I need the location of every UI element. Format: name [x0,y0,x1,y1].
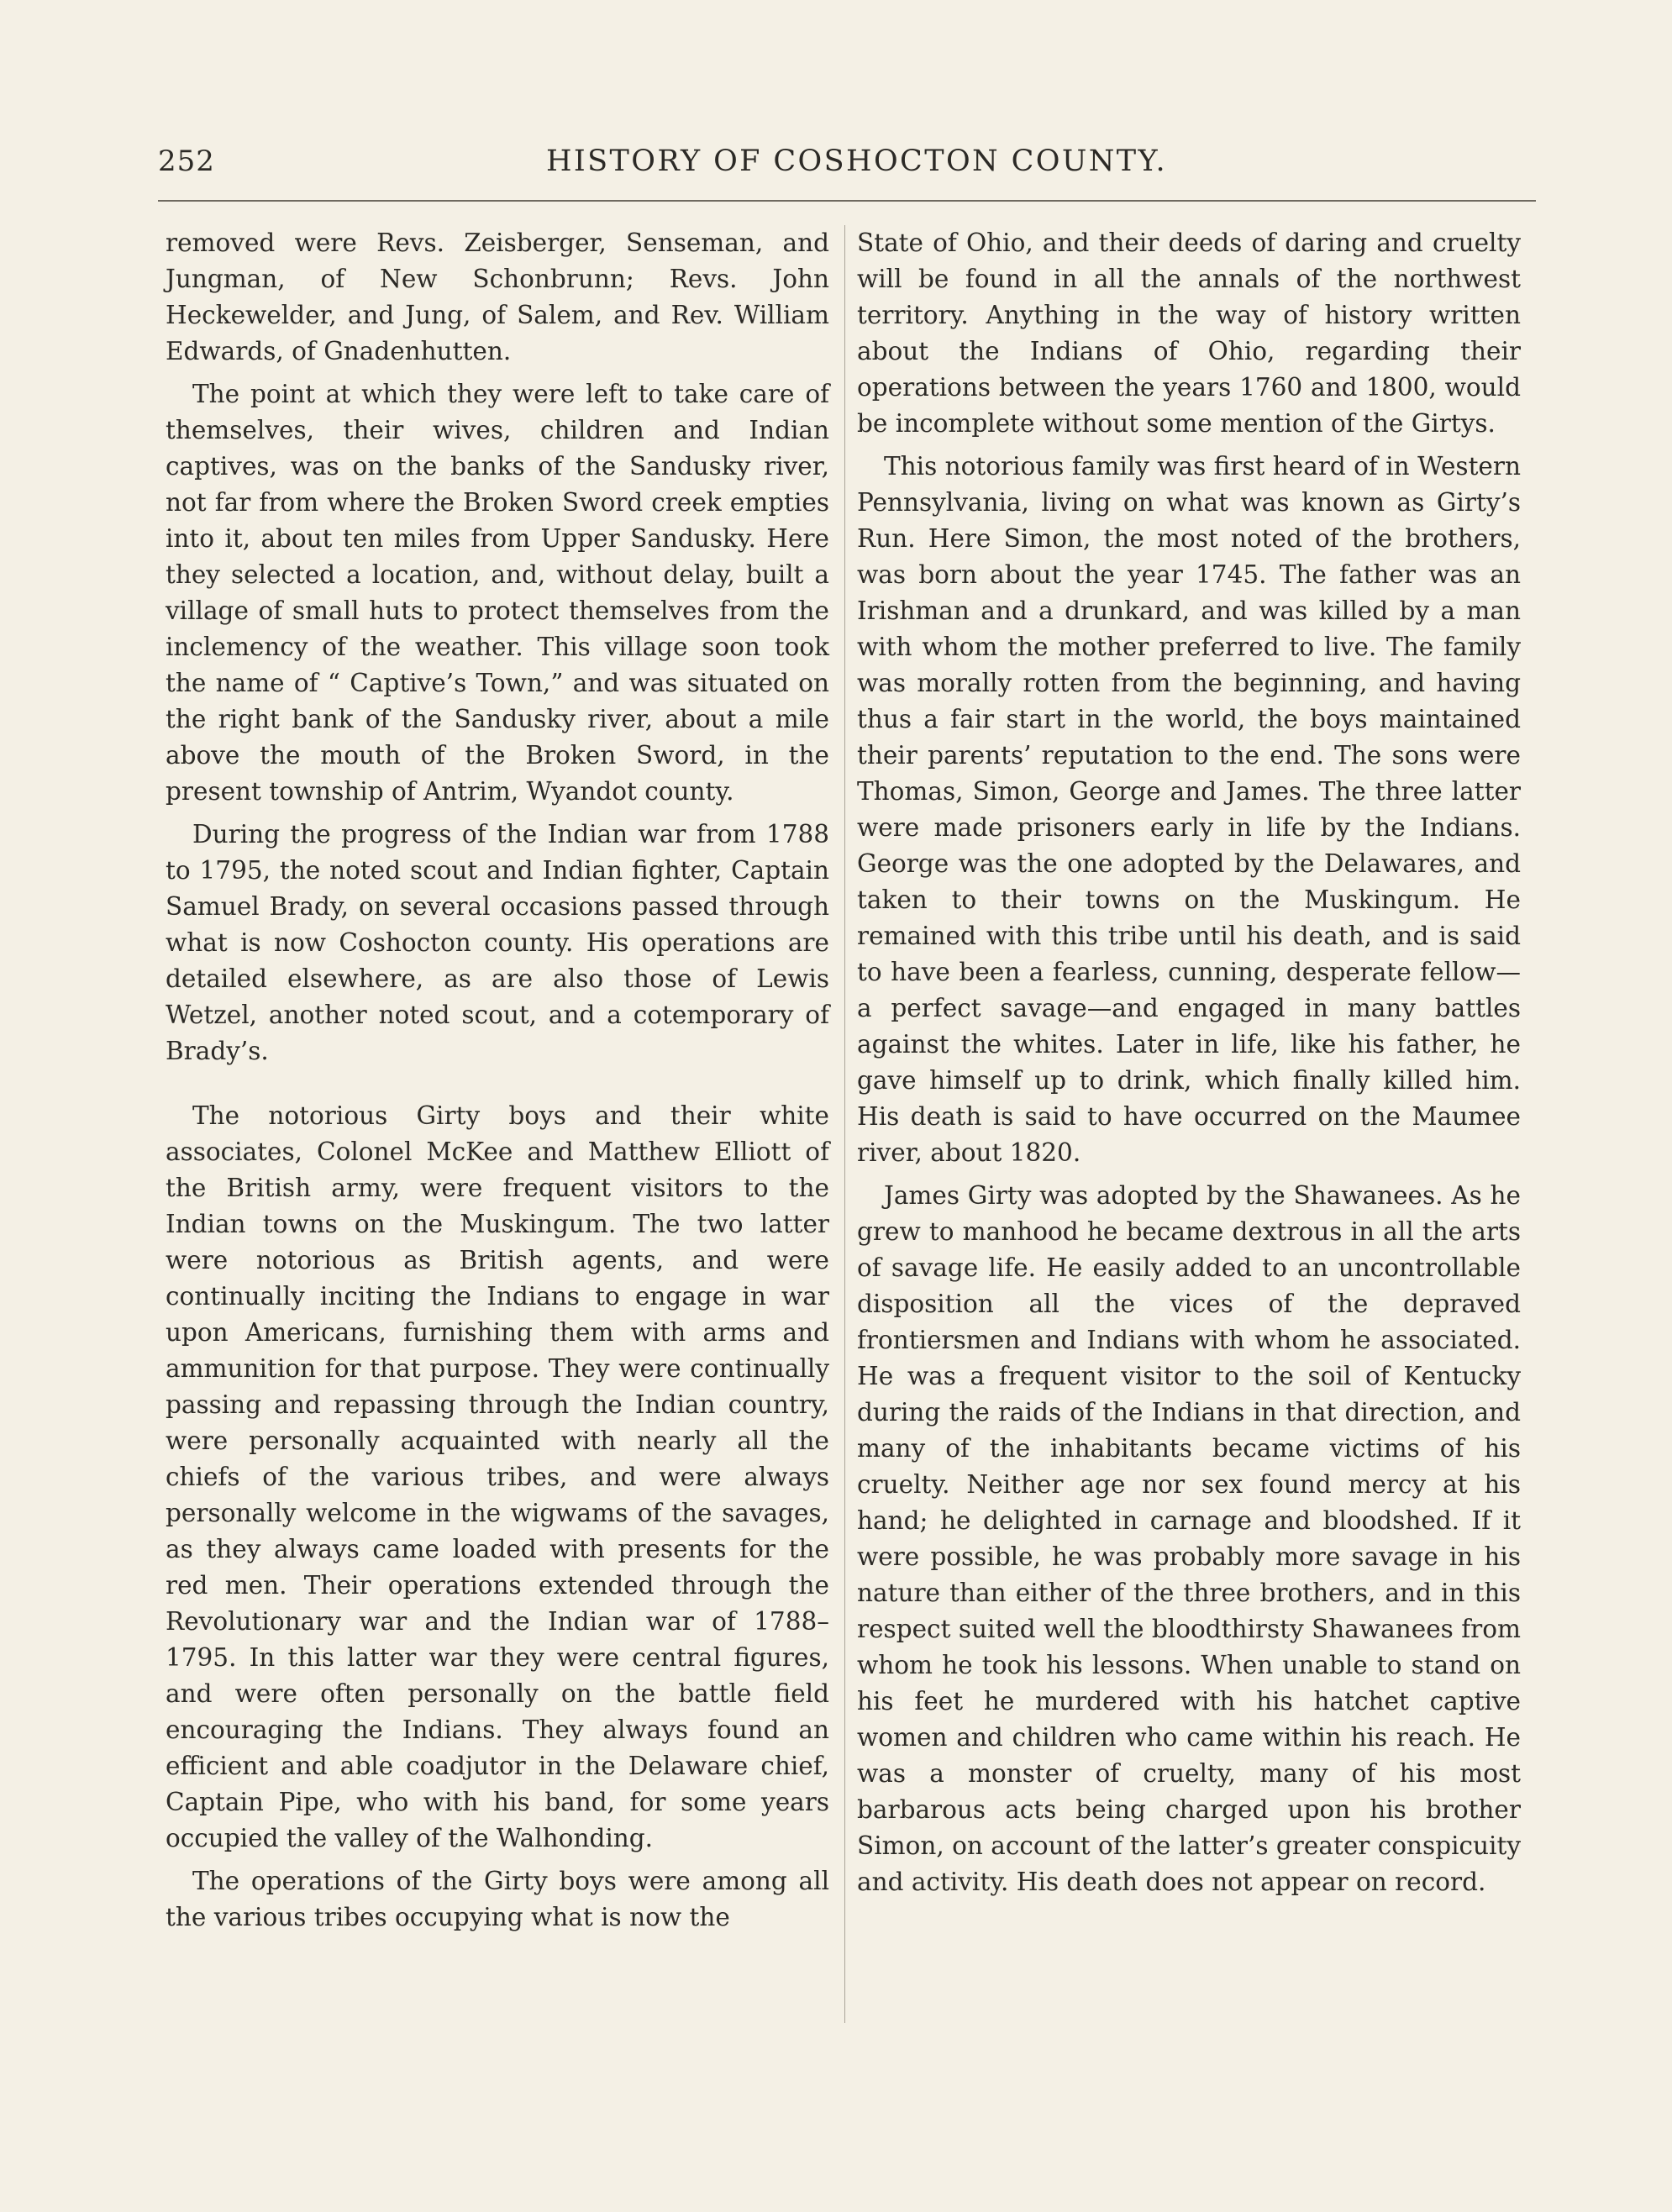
column-divider [844,225,845,2023]
left-paragraph-2: The point at which they were left to take care of themselves, their wives, children and Indian captives, was on the banks of the Sandusky river, not far from where the Broken Sword creek empties into it, about ten miles from Upper Sandusky. Here they selected a location, and, without delay, built a village of small huts to protect themselves from the inclemency of the weather. This village soon took the name of “ Captive’s Town,” and was situated on the right bank of the Sandusky river, about a mile above the mouth of the Broken Sword, in the present township of Antrim, Wyandot county. [166,380,829,806]
right-paragraph-3: James Girty was adopted by the Shawanees. As he grew to manhood he became dextrous in all the arts of savage life. He easily added to an uncontrollable disposition all the vices of the depraved frontiersmen and Indians with whom he associated. He was a frequent visitor to the soil of Kentucky during the raids of the Indians in that direction, and many of the inhabitants became victims of his cruelty. Neither age nor sex found mercy at his hand; he delighted in carnage and bloodshed. If it were possible, he was probably more savage in his nature than either of the three brothers, and in this respect suited well the bloodthirsty Shawanees from whom he took his lessons. When unable to stand on his feet he murdered with his hatchet captive women and children who came within his reach. He was a monster of cruelty, many of his most barbarous acts being charged upon his brother Simon, on account of the latter’s greater conspicuity and activity. His death does not appear on record. [857,1181,1521,1896]
left-column [166,225,829,1942]
left-paragraph-1: removed were Revs. Zeisberger, Senseman, and Jungman, of New Schonbrunn; Revs. John Heckewelder, and Jung, of Salem, and Rev. William Edwards, of Gnadenhutten. [166,229,829,365]
left-paragraph-5: The operations of the Girty boys were among all the various tribes occupying what is now the [166,1867,829,1931]
running-head-title: HISTORY OF COSHOCTON COUNTY. [546,144,1168,178]
right-paragraph-2: This notorious family was first heard of in Western Pennsylvania, living on what was known as Girty’s Run. Here Simon, the most noted of the brothers, was born about the year 1745. The father was an Irishman and a drunkard, and was killed by a man with whom the mother preferred to live. The family was morally rotten from the beginning, and having thus a fair start in the world, the boys maintained their parents’ reputation to the end. The sons were Thomas, Simon, George and James. The three latter were made prisoners early in life by the Indians. George was the one adopted by the Delawares, and taken to their towns on the Muskingum. He remained with this tribe until his death, and is said to have been a fearless, cunning, desperate fellow—a perfect savage—and engaged in many battles against the whites. Later in life, like his father, he gave himself up to drink, which finally killed him. His death is said to have occurred on the Maumee river, about 1820. [857,452,1521,1167]
left-paragraph-3: During the progress of the Indian war from 1788 to 1795, the noted scout and Indian fighter, Captain Samuel Brady, on several occasions passed through what is now Coshocton county. His operations are detailed elsewhere, as are also those of Lewis Wetzel, another noted scout, and a cotemporary of Brady’s. [166,820,829,1065]
right-column [857,225,1521,1907]
page-number: 252 [158,144,215,178]
left-paragraph-4: The notorious Girty boys and their white associates, Colonel McKee and Matthew Elliott of the British army, were frequent visitors to the Indian towns on the Muskingum. The two latter were notorious as British agents, and were continually inciting the Indians to engage in war upon Americans, furnishing them with arms and ammunition for that purpose. They were continually passing and repassing through the Indian country, were personally acquainted with nearly all the chiefs of the various tribes, and were always personally welcome in the wigwams of the savages, as they always came loaded with presents for the red men. Their operations extended through the Revolutionary war and the Indian war of 1788–1795. In this latter war they were central figures, and were often personally on the battle field encouraging the Indians. They always found an efficient and able coadjutor in the Delaware chief, Captain Pipe, who with his band, for some years occupied the valley of the Walhonding. [166,1101,829,1852]
right-paragraph-1: State of Ohio, and their deeds of daring and cruelty will be found in all the annals of the northwest territory. Anything in the way of history written about the Indians of Ohio, regarding their operations between the years 1760 and 1800, would be incomplete without some mention of the Girtys. [857,229,1521,438]
header-rule [158,200,1536,202]
